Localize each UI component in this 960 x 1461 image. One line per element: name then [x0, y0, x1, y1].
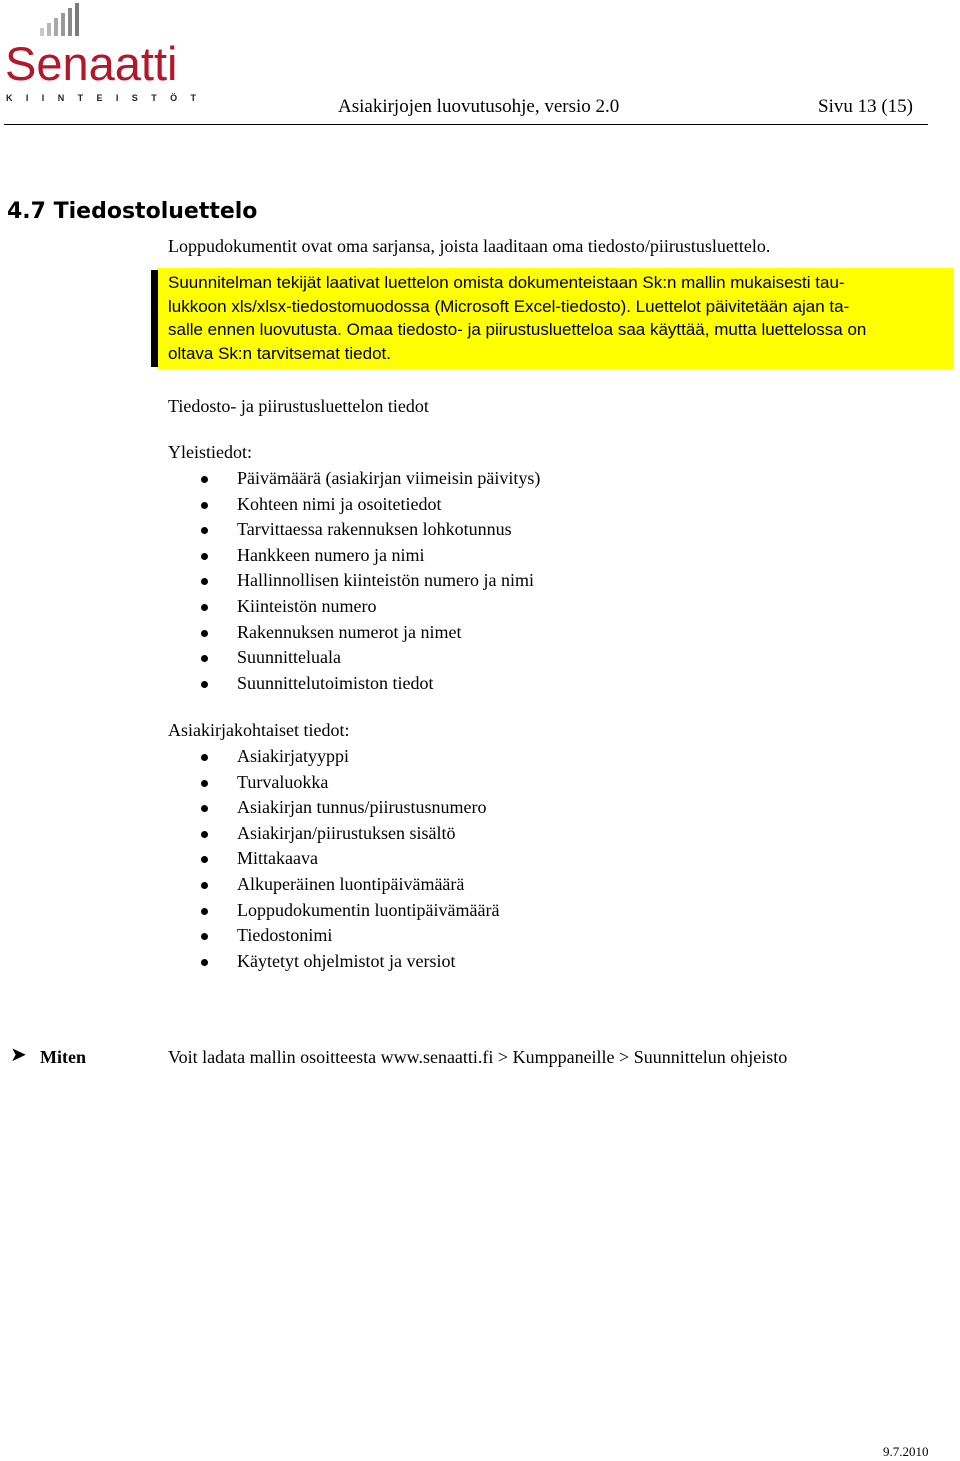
list-item: Suunnittelutoimiston tiedot — [196, 671, 540, 697]
highlight-line: lukkoon xls/xlsx-tiedostomuodossa (Microsoft Excel-tiedosto). Luettelot päivitetään ajan ta- — [168, 296, 850, 316]
logo-wordmark: Senaatti — [5, 37, 178, 90]
list-item: Päivämäärä (asiakirjan viimeisin päivitys) — [196, 466, 540, 492]
bullet-icon — [201, 856, 208, 863]
bullet-icon — [201, 959, 208, 966]
bullet-icon — [201, 655, 208, 662]
document-info-heading: Asiakirjakohtaiset tiedot: — [168, 720, 350, 740]
list-item: Tarvittaessa rakennuksen lohkotunnus — [196, 517, 540, 543]
page-number: Sivu 13 (15) — [818, 96, 913, 117]
document-info-list — [196, 744, 499, 974]
bullet-icon — [201, 831, 208, 838]
change-bar — [151, 270, 158, 367]
subsection-title: Tiedosto- ja piirustusluettelon tiedot — [168, 396, 429, 416]
header-divider — [4, 124, 928, 125]
list-item: Asiakirjan tunnus/piirustusnumero — [196, 795, 499, 821]
list-item: Asiakirjatyyppi — [196, 744, 499, 770]
highlight-line: Suunnitelman tekijät laativat luettelon omista dokumenteistaan Sk:n mallin mukaisesti tau- — [168, 273, 845, 292]
footer-link-text[interactable]: Voit ladata mallin osoitteesta www.senaatti.fi > Kumppaneille > Suunnittelun ohjeisto — [168, 1047, 788, 1067]
bullet-icon — [201, 553, 208, 560]
general-info-heading: Yleistiedot: — [168, 442, 252, 462]
list-item: Mittakaava — [196, 846, 499, 872]
intro-paragraph: Loppudokumentit ovat oma sarjansa, joista laaditaan oma tiedosto/piirustusluettelo. — [168, 236, 771, 256]
bullet-icon — [201, 630, 208, 637]
logo-subtitle: KIINTEISTÖT — [6, 93, 210, 103]
list-item: Rakennuksen numerot ja nimet — [196, 620, 540, 646]
list-item: Turvaluokka — [196, 770, 499, 796]
highlight-line: oltava Sk:n tarvitsemat tiedot. — [168, 343, 391, 363]
bullet-icon — [201, 933, 208, 940]
bullet-icon — [201, 805, 208, 812]
list-item: Käytetyt ohjelmistot ja versiot — [196, 949, 499, 975]
arrow-bullet-icon: ➤ — [10, 1044, 27, 1066]
list-item: Loppudokumentin luontipäivämäärä — [196, 898, 499, 924]
bullet-icon — [201, 780, 208, 787]
list-item: Hankkeen numero ja nimi — [196, 543, 540, 569]
list-item: Kohteen nimi ja osoitetiedot — [196, 492, 540, 518]
highlight-line: salle ennen luovutusta. Omaa tiedosto- ja piirustusluetteloa saa käyttää, mutta luettelossa on — [168, 320, 867, 340]
list-item: Asiakirjan/piirustuksen sisältö — [196, 821, 499, 847]
bullet-icon — [201, 681, 208, 688]
document-date: 9.7.2010 — [883, 1444, 929, 1459]
list-item: Tiedostonimi — [196, 923, 499, 949]
general-info-list — [196, 466, 540, 696]
bullet-icon — [201, 578, 208, 585]
bullet-icon — [201, 527, 208, 534]
bullet-icon — [201, 502, 208, 509]
section-heading: 4.7 Tiedostoluettelo — [7, 199, 258, 224]
logo-mark-icon — [32, 2, 112, 42]
list-item: Alkuperäinen luontipäivämäärä — [196, 872, 499, 898]
list-item: Suunnitteluala — [196, 645, 540, 671]
list-item: Hallinnollisen kiinteistön numero ja nimi — [196, 568, 540, 594]
bullet-icon — [201, 882, 208, 889]
bullet-icon — [201, 754, 208, 761]
bullet-icon — [201, 908, 208, 915]
document-title: Asiakirjojen luovutusohje, versio 2.0 — [338, 96, 620, 117]
list-item: Kiinteistön numero — [196, 594, 540, 620]
bullet-icon — [201, 476, 208, 483]
highlighted-paragraph — [168, 271, 948, 365]
footer-label: Miten — [40, 1047, 86, 1067]
bullet-icon — [201, 604, 208, 611]
